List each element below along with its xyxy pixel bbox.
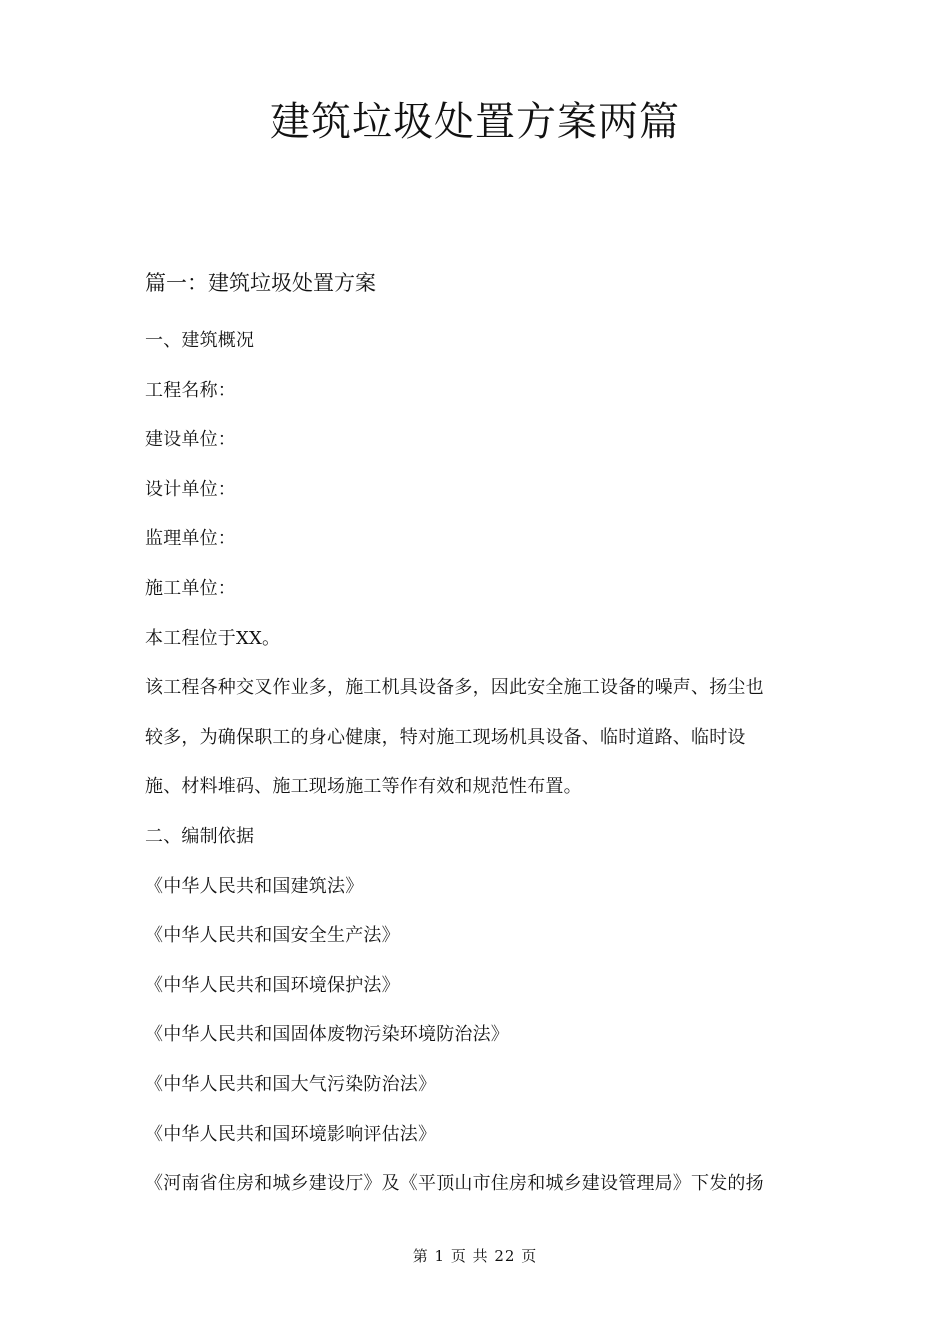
section-heading: 篇一：建筑垃圾处置方案 (145, 271, 376, 295)
law-reference: 《中华人民共和国环境影响评估法》 (145, 1123, 437, 1145)
paragraph-line: 施、材料堆码、施工现场施工等作有效和规范性布置。 (145, 776, 582, 798)
field-supervision-unit: 监理单位： (145, 528, 236, 550)
heading-compilation-basis: 二、编制依据 (145, 825, 255, 847)
law-reference: 《河南省住房和城乡建设厅》及《平顶山市住房和城乡建设管理局》下发的扬 (145, 1173, 764, 1195)
field-project-name: 工程名称： (145, 379, 236, 401)
page-number-footer: 第 1 页 共 22 页 (412, 1247, 538, 1265)
paragraph-line: 较多，为确保职工的身心健康，特对施工现场机具设备、临时道路、临时设 (145, 726, 746, 748)
law-reference: 《中华人民共和国大气污染防治法》 (145, 1073, 437, 1095)
field-design-unit: 设计单位： (145, 478, 236, 500)
law-reference: 《中华人民共和国建筑法》 (145, 875, 364, 897)
field-construction-unit: 建设单位： (145, 429, 236, 451)
law-reference: 《中华人民共和国环境保护法》 (145, 974, 400, 996)
document-title: 建筑垃圾处置方案两篇 (270, 99, 680, 145)
document-body (145, 326, 825, 1219)
field-contractor-unit: 施工单位： (145, 577, 236, 599)
paragraph-line: 该工程各种交叉作业多，施工机具设备多，因此安全施工设备的噪声、扬尘也 (145, 677, 764, 699)
law-reference: 《中华人民共和国安全生产法》 (145, 925, 400, 947)
heading-building-overview: 一、建筑概况 (145, 330, 255, 351)
paragraph-location: 本工程位于XX。 (145, 627, 281, 649)
law-reference: 《中华人民共和国固体废物污染环境防治法》 (145, 1024, 509, 1046)
